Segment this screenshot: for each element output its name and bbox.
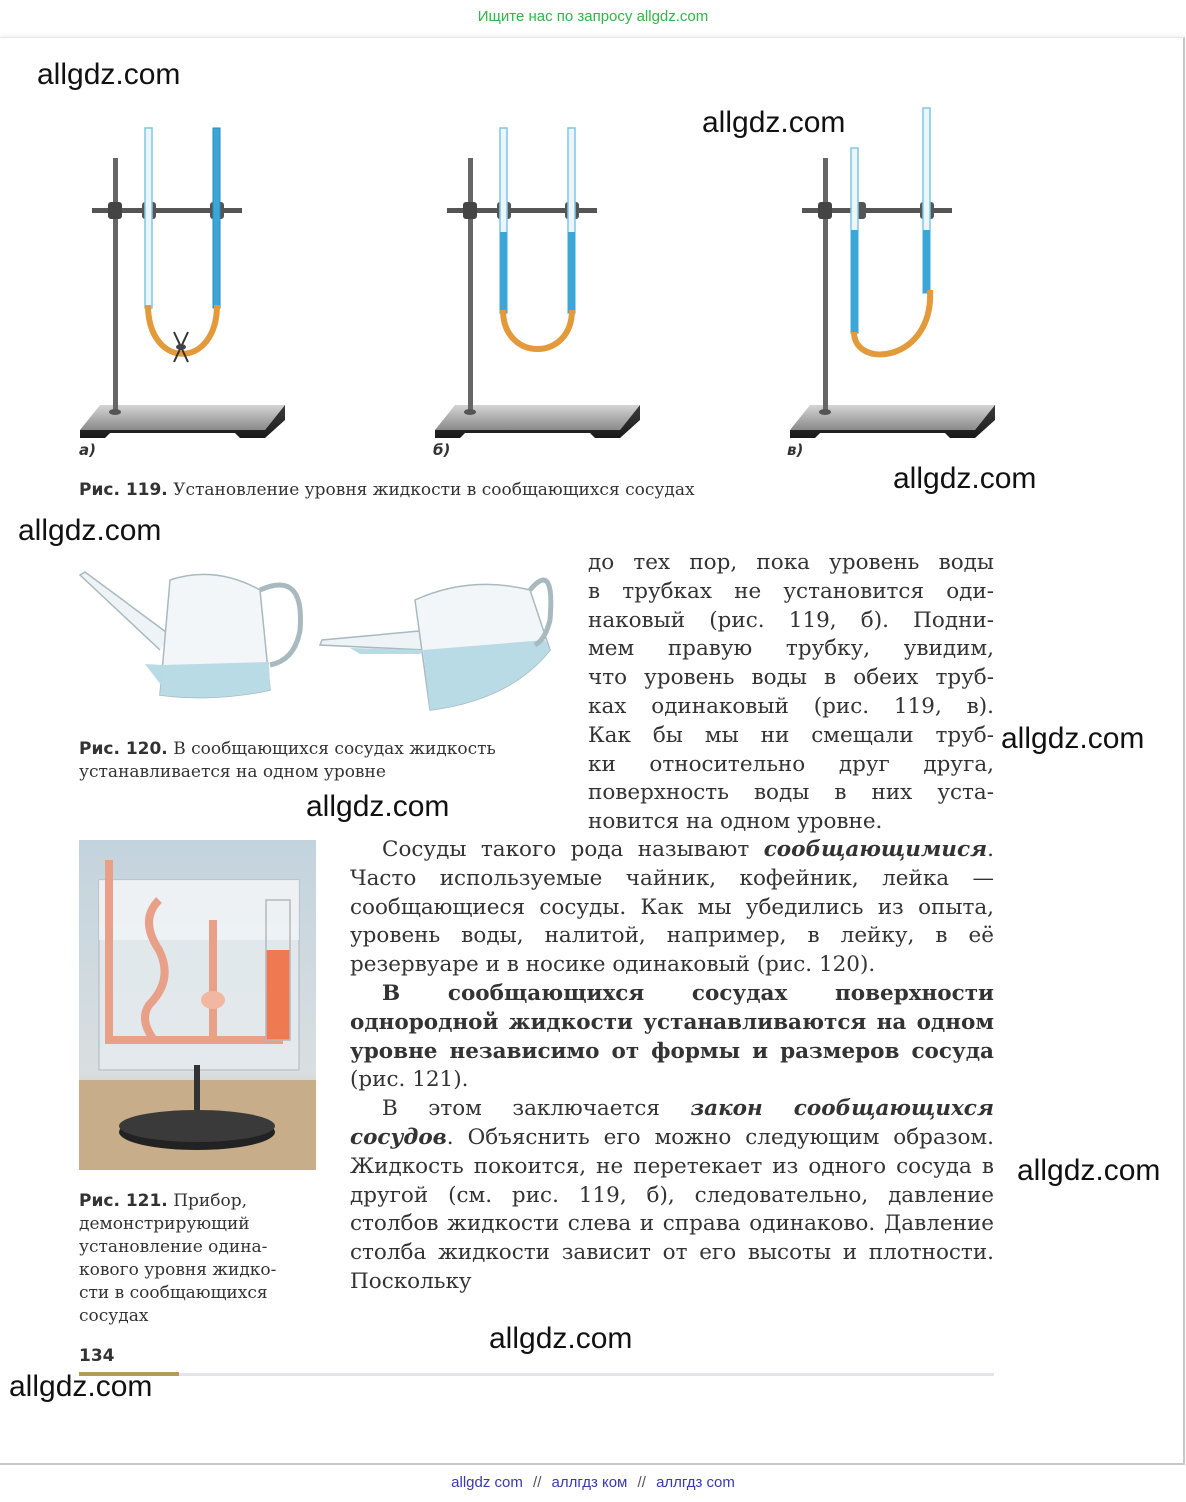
stand-c xyxy=(790,108,995,438)
law-statement: В сообщающихся сосудах поверхности однородной жидкости устанавливаются на одном уровне независимо от формы и размеров сосуда xyxy=(350,980,994,1064)
main-text xyxy=(350,836,994,1297)
watermark: allgdz.com xyxy=(306,790,450,823)
watermark: allgdz.com xyxy=(1017,1154,1161,1187)
fig121-caption-line: кового уровня жидко- xyxy=(79,1260,277,1280)
watermark: allgdz.com xyxy=(37,58,181,91)
fig121-caption xyxy=(79,1190,329,1328)
fig119-label-b: б) xyxy=(433,441,451,459)
fig119-caption-text: Установление уровня жидкости в сообщающихся сосудах xyxy=(173,480,695,500)
p1-text: Сосуды такого рода называют xyxy=(382,837,764,862)
bottom-link-1[interactable]: allgdz com xyxy=(451,1474,523,1491)
fig119-number: Рис. 119. xyxy=(79,480,168,500)
column-line: новится на одном уровне. xyxy=(588,809,883,835)
fig121-caption-line: Прибор, xyxy=(173,1191,247,1211)
column-line: ки относительно друг друга, xyxy=(588,751,994,777)
page-rule xyxy=(79,1373,994,1376)
p3-text: В этом заключается xyxy=(382,1096,691,1122)
fig121-caption-line: сосудах xyxy=(79,1306,149,1326)
paragraph-2 xyxy=(350,980,994,1095)
term-law: закон сообщающихся сосудов xyxy=(350,1096,994,1150)
fig121-caption-line: сти в сообщающихся xyxy=(79,1283,268,1303)
bottom-link-2[interactable]: аллгдз ком xyxy=(551,1474,628,1491)
p3-text-rest: . Объяснить его можно следующим образом. Жидкость покоится, не перетекает из одного сосуда в другой (см. рис. 119, б), следовательно, давление столбов жидкости слева и справа одинаково. Давление столба жидкости зависит от его высоты и плотности. Поскольку xyxy=(350,1124,994,1294)
fig121-number: Рис. 121. xyxy=(79,1191,168,1211)
top-banner[interactable]: Ищите нас по запросу allgdz.com xyxy=(477,8,709,25)
fig120-number: Рис. 120. xyxy=(79,739,168,759)
paragraph-3 xyxy=(350,1095,994,1297)
fig119-label-c: в) xyxy=(787,441,804,459)
column-line: наковый (рис. 119, б). Подни- xyxy=(588,607,994,633)
p1-text-rest: . Часто используемые чайник, кофейник, лейка — сообщающиеся сосуды. Как мы убедились из опыта, уровень воды, налитой, например, в лейку, в её резервуаре и в носике одинаковый (рис. 120). xyxy=(350,837,994,978)
fig120-caption-line2: устанавливается на одном уровне xyxy=(79,762,386,782)
link-separator: // xyxy=(637,1474,646,1491)
figure-121-photo xyxy=(79,840,316,1170)
stand-a xyxy=(80,128,285,438)
paragraph-1 xyxy=(350,836,994,980)
term-communicating: сообщающимися xyxy=(763,837,988,862)
fig121-caption-line: демонстрирующий xyxy=(79,1214,250,1234)
fig119-label-a: а) xyxy=(79,441,96,459)
bottom-link-3[interactable]: аллгдз com xyxy=(656,1474,735,1491)
column-line: до тех пор, пока уровень воды xyxy=(588,550,994,575)
fig120-caption-line1: В сообщающихся сосудах жидкость xyxy=(173,739,496,759)
column-line: Как бы мы ни смещали труб- xyxy=(588,722,994,748)
watermark: allgdz.com xyxy=(893,462,1037,495)
column-line: в трубках не установится оди- xyxy=(588,578,994,604)
fig119-caption xyxy=(79,479,695,502)
fig120-caption xyxy=(79,738,559,784)
column-line: ках одинаковый (рис. 119, в). xyxy=(588,693,994,719)
watermark: allgdz.com xyxy=(1001,722,1145,755)
watermark: allgdz.com xyxy=(18,514,162,547)
watering-can-tilted xyxy=(320,580,551,710)
stand-b xyxy=(435,128,640,438)
link-separator: // xyxy=(533,1474,542,1491)
p2-text-rest: (рис. 121). xyxy=(350,1067,469,1093)
page-number: 134 xyxy=(79,1346,115,1366)
column-line: поверхность воды в них уста- xyxy=(588,780,994,806)
fig121-caption-line: установление одина- xyxy=(79,1237,268,1257)
watering-can-level xyxy=(80,572,301,698)
watermark: allgdz.com xyxy=(489,1322,633,1355)
column-text xyxy=(588,549,994,837)
figure-120 xyxy=(75,560,555,720)
column-line: что уровень воды в обеих труб- xyxy=(588,665,994,691)
watermark: allgdz.com xyxy=(702,106,846,139)
bottom-links xyxy=(0,1466,1186,1502)
watermark: allgdz.com xyxy=(9,1370,153,1403)
figure-119 xyxy=(70,100,1010,460)
column-line: мем правую трубку, увидим, xyxy=(588,636,994,662)
